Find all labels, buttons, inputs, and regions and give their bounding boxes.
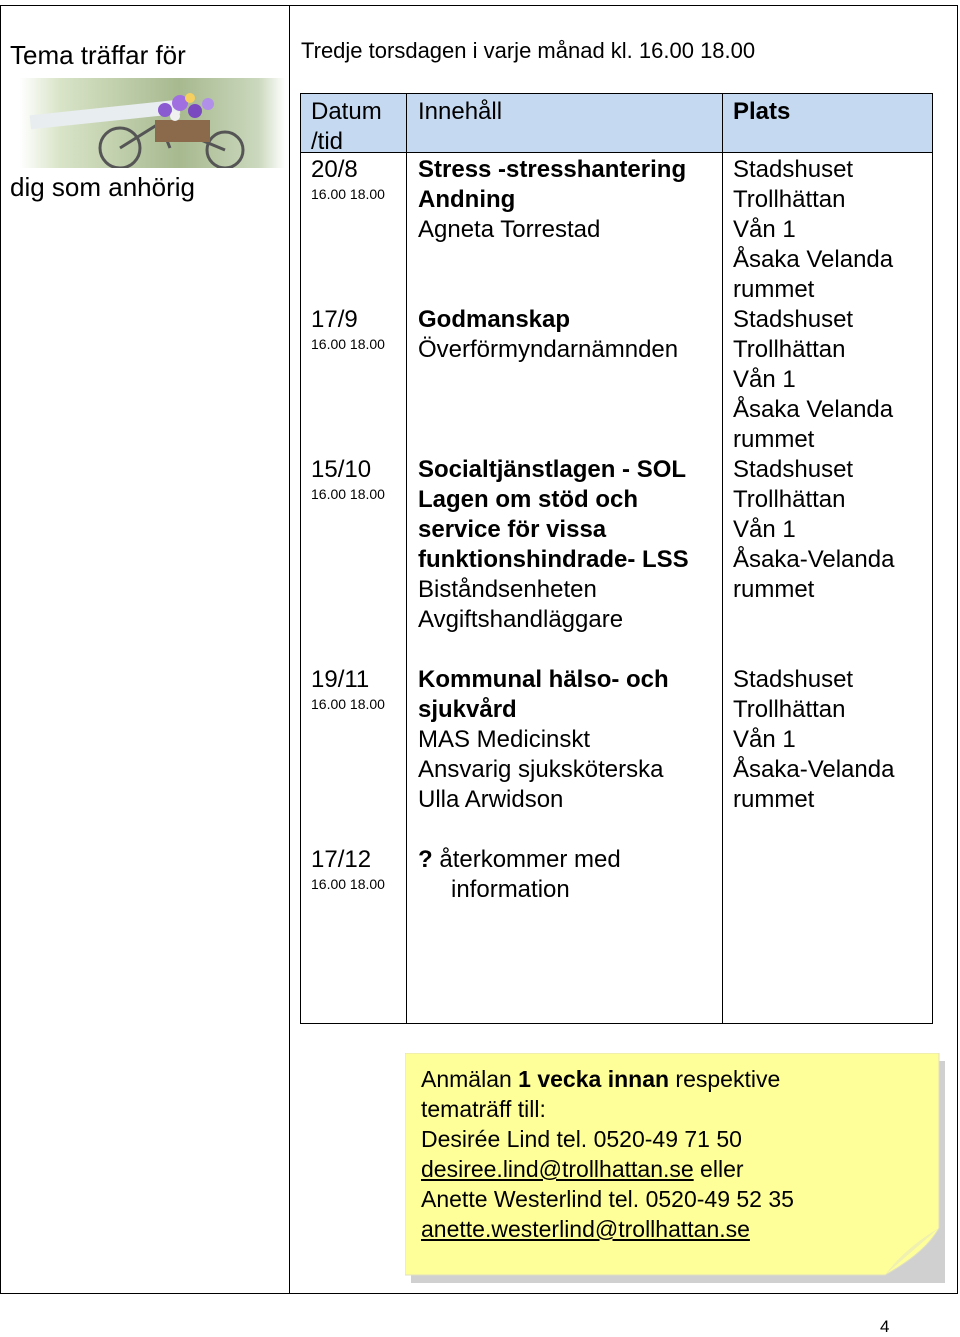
table-row-date: 20/8 16.00 18.00 — [311, 156, 385, 202]
sidebar-subtitle: dig som anhörig — [10, 172, 195, 202]
table-row-place: Stadshuset Trollhättan Vån 1 Åsaka Velanda rummet — [733, 156, 894, 303]
table-row-content: ? återkommer med information — [418, 846, 621, 903]
table-row-content: Stress -stresshantering Andning Agneta Torrestad — [418, 156, 687, 243]
sidebar-title: Tema träffar för — [10, 40, 186, 70]
registration-info: Anmälan 1 vecka innan respektive tematräff till: Desirée Lind tel. 0520-49 71 50 desiree.lind@trollhattan.se eller Anette Westerlind tel. 0520-49 52 35 anette.westerlind@trollhattan.se — [421, 1066, 794, 1242]
table-row-content: Socialtjänstlagen - SOL Lagen om stöd och service för vissa funktionshindrade- LSS Biståndsenheten Avgiftshandläggare — [418, 456, 689, 633]
table-row-date: 17/12 16.00 18.00 — [311, 846, 385, 892]
header-content: Innehåll — [418, 98, 503, 125]
email-link-anette[interactable]: anette.westerlind@trollhattan.se — [421, 1216, 750, 1242]
table-row-content: Godmanskap Överförmyndarnämnden — [418, 306, 679, 363]
table-row-place: Stadshuset Trollhättan Vån 1 Åsaka-Velanda rummet — [733, 666, 895, 813]
table-row-place: Stadshuset Trollhättan Vån 1 Åsaka Velanda rummet — [733, 306, 894, 453]
table-row-date: 19/11 16.00 18.00 — [311, 666, 385, 712]
bicycle-flowers-photo — [20, 78, 285, 168]
header-place: Plats — [733, 98, 791, 125]
schedule-headline: Tredje torsdagen i varje månad kl. 16.00 18.00 — [301, 38, 756, 63]
column-divider — [722, 93, 723, 1024]
column-divider — [406, 93, 407, 1024]
table-row-date: 15/10 16.00 18.00 — [311, 456, 385, 502]
header-date: Datum /tid — [311, 98, 382, 155]
table-row-content: Kommunal hälso- och sjukvård MAS Medicinskt Ansvarig sjuksköterska Ulla Arwidson — [418, 666, 669, 813]
table-row-date: 17/9 16.00 18.00 — [311, 306, 385, 352]
sidebar-divider — [289, 5, 290, 1294]
page-number: 4 — [880, 1317, 890, 1336]
table-row-place: Stadshuset Trollhättan Vån 1 Åsaka-Velanda rummet — [733, 456, 895, 603]
email-link-desiree[interactable]: desiree.lind@trollhattan.se — [421, 1156, 694, 1182]
